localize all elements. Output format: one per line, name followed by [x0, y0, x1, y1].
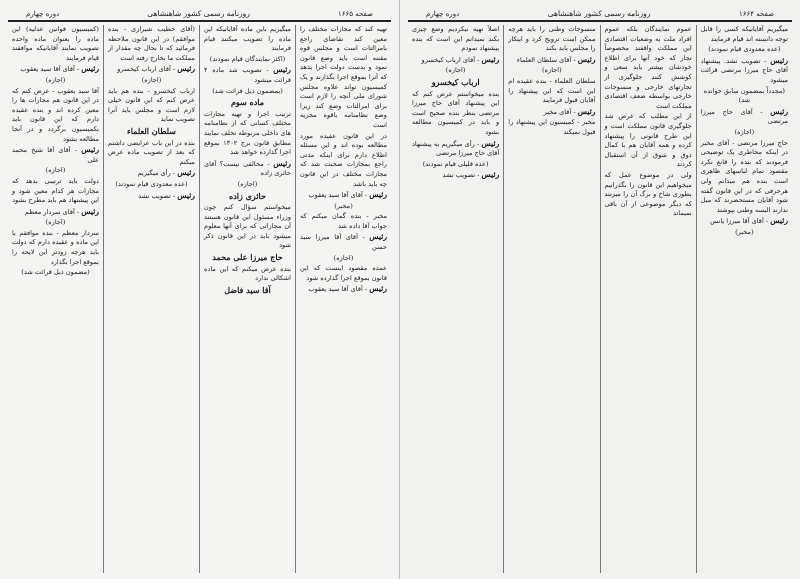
speaker-text: - رأی میگیریم به پیشنهاد آقای حاج میرزا مرتضی — [412, 139, 500, 158]
speaker-line — [204, 159, 291, 179]
speaker-text: - آقای ارباب کیخسرو — [421, 55, 480, 64]
speaker-text: - مخالفی نیست؟ آقای حائری زاده — [204, 159, 291, 178]
period-label: دوره چهارم — [26, 10, 60, 18]
page-number: صفحه ۱۶۶۴ — [738, 10, 774, 18]
paragraph: بنده در این باب عرایضی داشتم که بعد از تصویب ماده عرض میکنم — [108, 138, 195, 166]
speaker-line — [701, 56, 788, 86]
speaker-line — [108, 64, 195, 75]
speaker-name: رئیس — [369, 190, 387, 200]
speaker-line — [412, 139, 499, 159]
columns — [408, 25, 792, 573]
speaker-name: رئیس — [369, 232, 387, 242]
paragraph: سردار معظم - بنده موافقم با این ماده و عقیده دارم که دولت باید هرچه زودتر این لایحه را بموقع اجرا بگذارد — [12, 228, 99, 266]
page-right — [400, 0, 800, 579]
speaker-text: - آقای ارباب کیخسرو — [117, 65, 176, 74]
speaker-name: رئیس — [481, 138, 500, 148]
speaker-name: رئیس — [770, 55, 788, 65]
paragraph: میگیریم آقایانیکه کسی را قابل توجه دانسته اند قیام فرمایند — [700, 25, 788, 43]
paragraph: بنده میخواستم عرض کنم که این پیشنهاد آقای حاج میرزا مرتضی بنظر بنده صحیح است و باید در کمیسیون مطالعه بشود — [412, 89, 500, 136]
stage-note: (اجازه) — [45, 166, 66, 175]
text-column — [696, 25, 792, 573]
paragraph: دولت باید ترتیبی بدهد که مجازات هر کدام معین شود و این پیشنهاد هم باید مطرح بشود — [12, 176, 99, 205]
speaker-text: - تصویب نشد. پیشنهاد آقای حاج میرزا مرتضی قرائت میشود — [700, 56, 788, 84]
speaker-text: - آقای سلطان العلماء — [516, 55, 576, 64]
section-heading: حائری زاده — [229, 190, 266, 201]
stage-note: (اجازه) — [237, 179, 258, 188]
speaker-text: - آقای مخبر — [543, 107, 576, 116]
speaker-text: - تصویب نشد — [138, 191, 176, 200]
paragraph: اصلاً تهیه نیکردیم وضع چیزی بکند نمیدانم این است که بنده پیشنهاد نمودم — [412, 25, 500, 53]
speaker-text: - آقای سردار معظم — [24, 207, 80, 216]
stage-note: (مضمون ذیل قرائت شد) — [21, 268, 90, 277]
speaker-line — [108, 168, 195, 179]
paragraph: منسوجات وطنی را باید هرچه ممکن است ترویج کرد و اینکار را مجلس باید بکند — [508, 25, 596, 53]
speaker-name: رئیس — [177, 64, 195, 74]
speaker-text: - آقای آقا میرزا یانس — [710, 217, 769, 226]
paragraph: مخبر - کمیسیون این پیشنهاد را قبول نمیکند — [508, 118, 596, 136]
paragraph: سلطان العلماء - بنده عقیده ام این است که این پیشنهاد را آقایان قبول فرمایند — [508, 76, 596, 105]
section-heading: ماده سوم — [230, 97, 265, 108]
stage-note: (مجدداً بمضمون سابق خوانده شد) — [703, 86, 785, 105]
period-label: دوره چهارم — [426, 10, 460, 18]
paragraph: آقا سید یعقوب - عرض کنم که در این قانون هم مجازات ها را معین کرده اند و بنده عقیده دارم که این قانون باید بکمیسیون برگردد و در آنجا مطالعه بشود — [12, 86, 99, 143]
paragraph: حاج میرزا مرتضی - آقای مخبر در اینکه مخاطری یک توضیحی فرمودند که بنده را قانع نکرد مقصود تمام لباسهای ظاهری است بنده هم میدانم ولی هرحرفی که در این قانون گفته شود آقایان مستحضرند که میل ندارند البسه وطنی بپوشند — [700, 138, 788, 214]
speaker-line — [508, 107, 595, 118]
stage-note: (اجازه) — [333, 253, 354, 262]
paragraph: مخبر - بنده گمان میکنم که جواب آقا داده شد — [300, 212, 387, 230]
speaker-name: رئیس — [770, 106, 788, 116]
stage-note: (عده معدودی قیام نمودند) — [115, 179, 188, 188]
section-heading: سلطان العلماء — [126, 125, 176, 136]
paragraph: بنده عرض میکنم که این ماده اشکالی ندارد — [204, 264, 291, 283]
paragraph: عمده مقصود اینست که این قانون بموقع اجرا گذارده شود — [300, 264, 387, 282]
speaker-line — [12, 64, 99, 75]
speaker-name: رئیس — [81, 206, 99, 216]
speaker-name: رئیس — [770, 216, 788, 226]
stage-note: (اجازه) — [734, 127, 755, 136]
speaker-text: - آقای آقا سید یعقوب — [308, 285, 368, 294]
paragraph: ترتیب اجرا و تهیه مجازات مختلف کسانی که از نظامنامه های داخلی مربوطه تخلف نمایند مطابق قانون برج ۱۳۰۲ بموقع اجرا گذارده خواهد شد — [204, 109, 292, 157]
paragraph: از این مطلب که عرض شد جلوگیری قانون مملکت است و این طرح قانونی را پیشنهاد کرده و همه آقایان هم با کمال ذوق و شوق از آن استقبال کردند — [604, 112, 692, 169]
speaker-text: - رأی میگیریم — [137, 169, 176, 178]
speaker-name: رئیس — [481, 54, 500, 64]
stage-note: (مخبر) — [334, 201, 353, 210]
paragraph: (آقای خطیب شیرازی - بنده موافقم) در این قانون ملاحظه فرمائید که تا بحال چه مقدار از مملکت ما بخارج رفته است — [108, 25, 195, 62]
speaker-name: رئیس — [577, 106, 596, 116]
stage-note: (عده معدودی قیام نمودند) — [708, 45, 781, 54]
text-column — [408, 25, 503, 573]
paragraph: (کمیسیون قوانین عدلیه) این ماده را بعنوان ماده واحده تصویب نمایند آقایانیکه موافقند قیام فرمایند — [12, 25, 99, 62]
speaker-name: رئیس — [81, 64, 99, 74]
text-column — [8, 25, 103, 573]
speaker-line — [12, 207, 99, 218]
stage-note: (اجازه) — [45, 218, 66, 227]
stage-note: (اکثر نمایندگان قیام نمودند) — [209, 54, 286, 63]
stage-note: (اجازه) — [141, 75, 162, 84]
page-header — [408, 6, 792, 22]
newspaper-title: روزنامه رسمی کشور شاهنشاهی — [147, 9, 250, 18]
speaker-line — [412, 170, 499, 181]
paragraph: ولی در موضوع عمل که میخواهیم این قانون را بگذرانیم بطوری شاخ و برگ آن را میزنند که دیگر موضوعی از آن باقی نمیماند — [604, 170, 692, 218]
speaker-name: رئیس — [81, 145, 99, 155]
paragraph: عموم نمایندگان بلکه عموم افراد ملت به وضعیات اقتصادی این مملکت واقفند مخصوصاً تجار که خود آنها برای اطلاع خودشان بیشتر باید سعی و کوشش کنند جلوگیری از تجارتهای خارجی و منسوجات خارجی بواسطه ضعف اقتصادی مملکت است — [604, 25, 692, 110]
stage-note: (اجازه) — [45, 75, 66, 84]
columns — [8, 25, 391, 573]
text-column — [103, 25, 199, 573]
speaker-text: - تصویب شد ماده ۴ قرائت میشود — [204, 66, 291, 84]
speaker-text: - تصویب نشد — [442, 171, 480, 180]
speaker-name: رئیس — [177, 168, 195, 178]
stage-note: (عده قلیلی قیام نمودند) — [422, 159, 489, 168]
speaker-name: رئیس — [177, 190, 195, 200]
stage-note: (مخبر) — [735, 227, 754, 236]
speaker-name: رئیس — [273, 158, 291, 168]
speaker-line — [12, 145, 99, 165]
speaker-name: رئیس — [577, 54, 596, 64]
speaker-line — [108, 191, 195, 202]
stage-note: (اجازه) — [445, 66, 466, 75]
speaker-name: رئیس — [273, 65, 291, 75]
speaker-text: - آقای آقا سید یعقوب — [308, 191, 368, 200]
page-header — [8, 6, 391, 22]
speaker-text: - آقای آقا میرزا سید حسن — [300, 233, 387, 252]
speaker-line — [300, 190, 387, 201]
text-column — [295, 25, 391, 573]
section-heading: حاج میرزا علی محمد — [212, 252, 283, 263]
text-column — [600, 25, 696, 573]
paragraph: در این قانون عقیده مورد مطالعه بوده اند و این مسئله اطلاع دارم برای اینکه مدتی راجع بمجازات صحبت شد که مجازات مختلف در این قانون چه باید باشد — [300, 131, 387, 188]
stage-note: (بمضمون ذیل قرائت شد) — [212, 86, 283, 95]
speaker-line — [204, 65, 291, 85]
stage-note: (اجازه) — [542, 66, 562, 75]
text-column — [199, 25, 295, 573]
speaker-line — [300, 284, 387, 295]
speaker-name: رئیس — [369, 284, 387, 294]
paragraph: تهیه کند که مجازات مختلف را معین کند تقاضای راجع بامرالتات است و مجلس قوه مقننه است باید وضع قانون نمود و بدست دولت اجرا بدهد که آنرا بموقع اجرا بگذارند و یک کمیسیون تواند علاوه مجلس شورای ملی آنچه را لازم است برای امرالتات وضع کند زیرا وضع نظامنامه باقوه مجریه است — [300, 25, 387, 129]
speaker-text: - آقای حاج میرزا مرتضی — [700, 107, 788, 126]
section-heading: ارباب کیخسرو — [431, 76, 480, 87]
speaker-line — [508, 55, 595, 66]
speaker-name: رئیس — [481, 170, 500, 180]
paragraph: میخواستم سؤال کنم چون وزراء مسئول این قانون هستند آن مجازاتی که برای آنها معلوم میشود باید در این قانون ذکر شود — [204, 203, 291, 250]
page-number: صفحه ۱۶۶۵ — [337, 10, 373, 18]
section-heading: آقا سید فاضل — [224, 284, 271, 295]
speaker-text: - آقای آقا شیخ محمد علی — [12, 146, 99, 164]
speaker-line — [701, 107, 788, 127]
speaker-line — [412, 55, 499, 66]
speaker-line — [300, 232, 387, 252]
paragraph: ارباب کیخسرو - بنده هم باید عرض کنم که این قانون خیلی لازم است و مجلس باید آنرا تصویب نماید — [108, 86, 195, 124]
newspaper-title: روزنامه رسمی کشور شاهنشاهی — [547, 9, 651, 18]
speaker-line — [701, 216, 788, 227]
paragraph: میگیریم باین ماده آقایانیکه این ماده را تصویب میکنند قیام فرمایند — [204, 25, 291, 53]
speaker-text: - آقای آقا سید یعقوب — [20, 65, 80, 74]
text-column — [503, 25, 599, 573]
